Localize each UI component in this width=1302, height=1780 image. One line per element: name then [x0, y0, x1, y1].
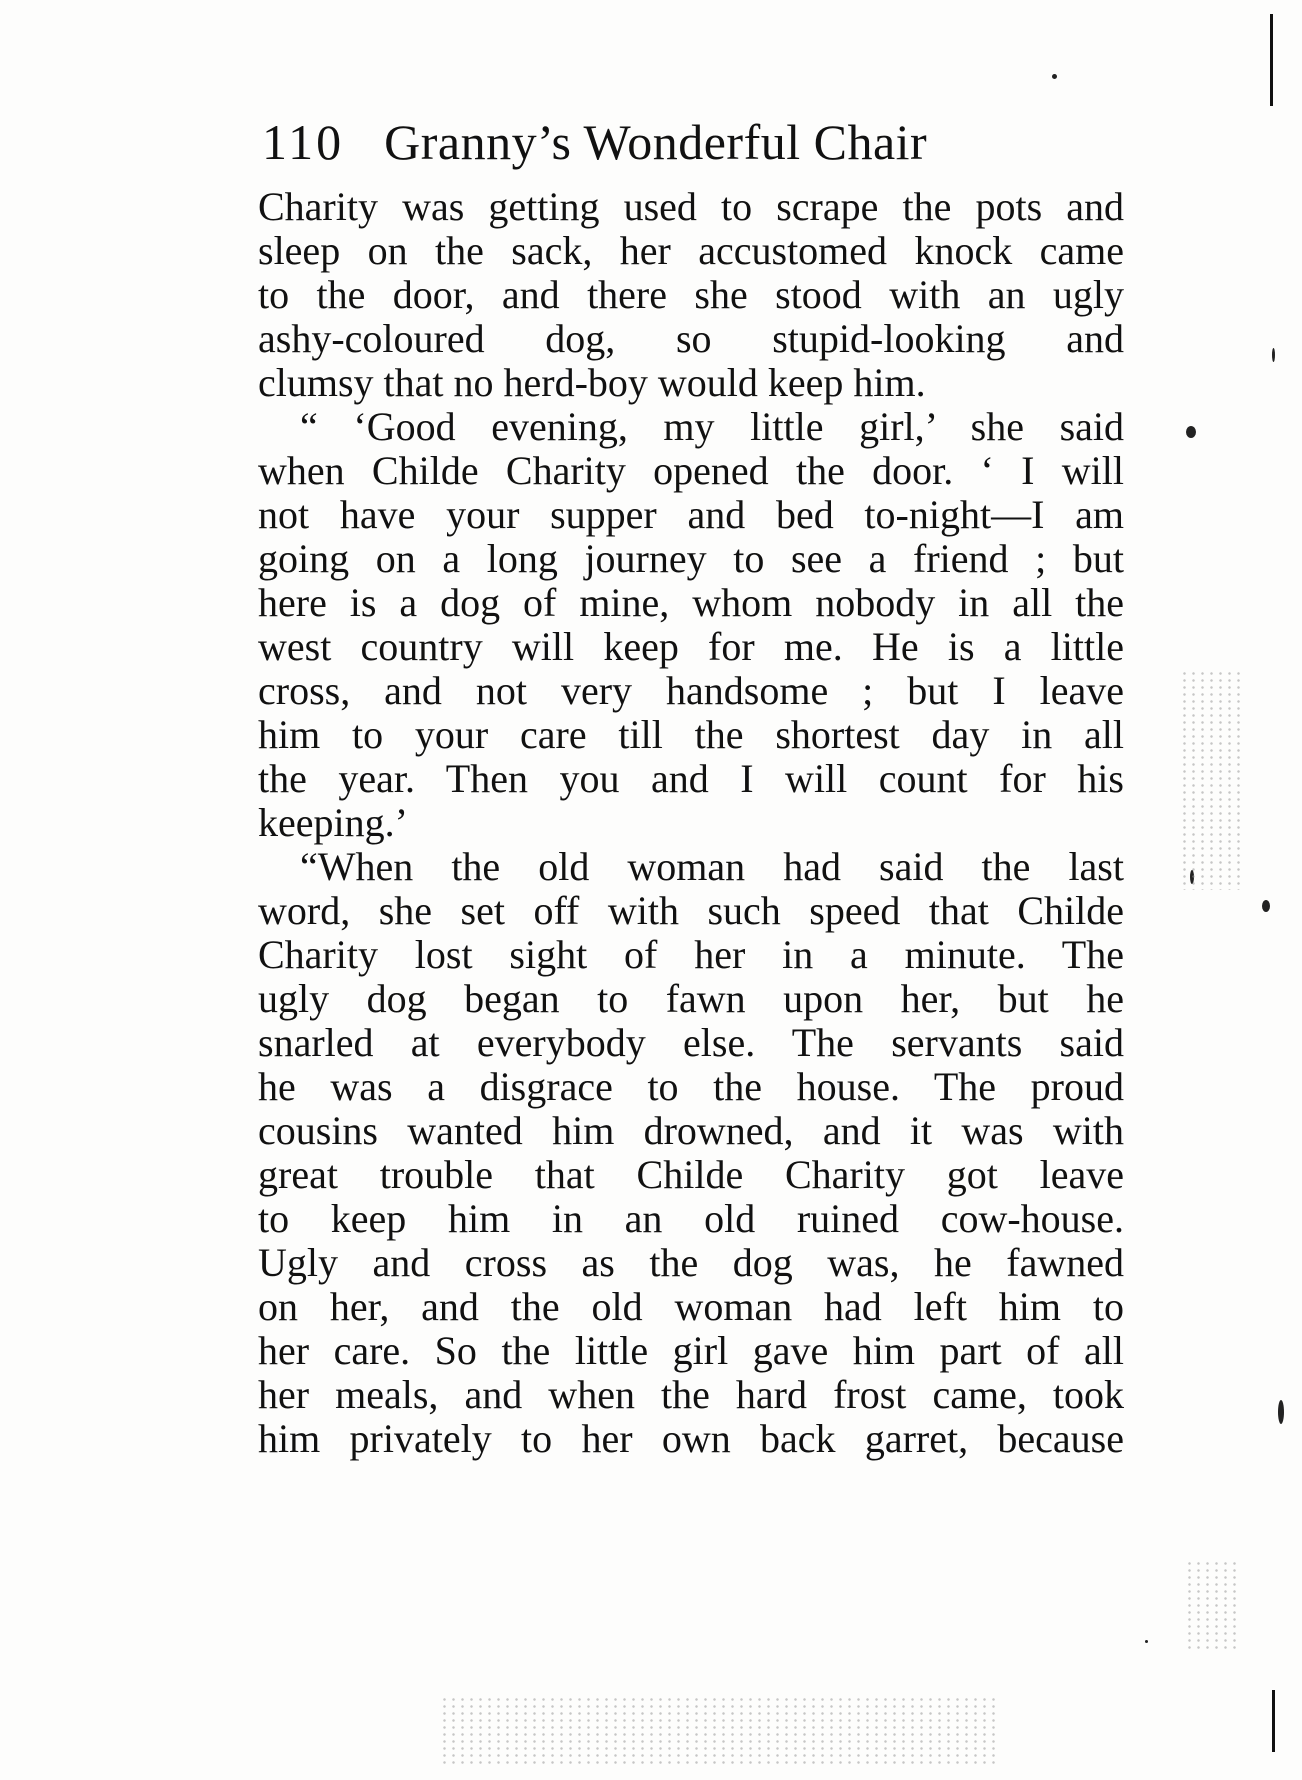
text-line: Charity lost sight of her in a minute. The [258, 932, 1124, 977]
text-line: him to your care till the shortest day in all [258, 712, 1124, 757]
text-line: him privately to her own back garret, because [258, 1416, 1124, 1461]
scan-speck [1145, 1640, 1148, 1643]
text-line: ugly dog began to fawn upon her, but he [258, 976, 1124, 1021]
text-line: sleep on the sack, her accustomed knock came [258, 228, 1124, 273]
text-line: the year. Then you and I will count for his [258, 756, 1124, 801]
scan-noise [1185, 1560, 1240, 1650]
scan-speck [1262, 900, 1270, 912]
scan-speck [1186, 426, 1196, 438]
text-line: word, she set off with such speed that Childe [258, 888, 1124, 933]
scan-noise [1180, 670, 1240, 890]
text-line: here is a dog of mine, whom nobody in all the [258, 580, 1124, 625]
text-line: cousins wanted him drowned, and it was with [258, 1108, 1124, 1153]
scan-speck [1272, 348, 1275, 362]
text-line: ashy-coloured dog, so stupid-looking and [258, 316, 1124, 361]
text-line: west country will keep for me. He is a little [258, 624, 1124, 669]
text-line: going on a long journey to see a friend ; but [258, 536, 1124, 581]
running-header [262, 112, 927, 172]
text-line: great trouble that Childe Charity got leave [258, 1152, 1124, 1197]
text-line: to the door, and there she stood with an ugly [258, 272, 1124, 317]
text-line: on her, and the old woman had left him to [258, 1284, 1124, 1329]
text-line: Ugly and cross as the dog was, he fawned [258, 1240, 1124, 1285]
running-title: Granny’s Wonderful Chair [384, 114, 928, 170]
text-line: Charity was getting used to scrape the pots and [258, 184, 1124, 229]
text-line: to keep him in an old ruined cow-house. [258, 1196, 1124, 1241]
text-line: snarled at everybody else. The servants said [258, 1020, 1124, 1065]
text-line: her meals, and when the hard frost came, took [258, 1372, 1124, 1417]
scan-edge-mark [1272, 1690, 1275, 1752]
text-line: keeping.’ [258, 800, 408, 845]
scan-speck [1278, 1400, 1284, 1424]
text-line: not have your supper and bed to-night—I am [258, 492, 1124, 537]
text-line: cross, and not very handsome ; but I leave [258, 668, 1124, 713]
text-line: “ ‘Good evening, my little girl,’ she said [300, 404, 1124, 449]
scan-edge-mark [1270, 14, 1273, 106]
text-line: clumsy that no herd-boy would keep him. [258, 360, 926, 405]
text-line: her care. So the little girl gave him part of all [258, 1328, 1124, 1373]
page-number: 110 [262, 114, 345, 170]
scan-speck [1052, 74, 1057, 79]
text-line: he was a disgrace to the house. The proud [258, 1064, 1124, 1109]
scan-noise [440, 1696, 1000, 1766]
text-line: “When the old woman had said the last [300, 844, 1124, 889]
text-line: when Childe Charity opened the door. ‘ I will [258, 448, 1124, 493]
